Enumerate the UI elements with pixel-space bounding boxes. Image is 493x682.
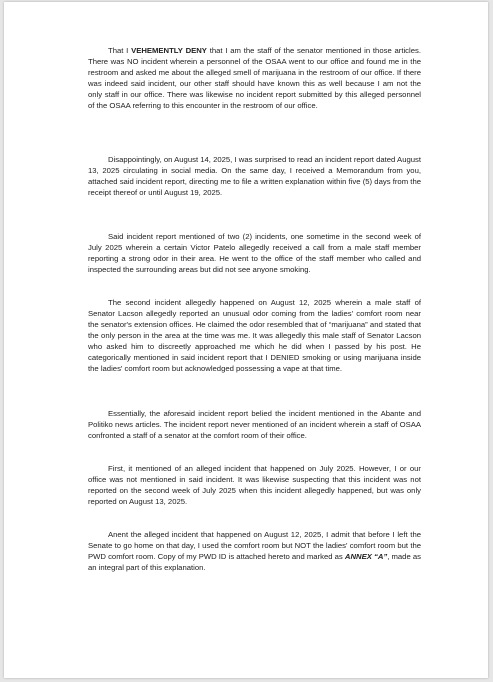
paragraph-two-incidents (88, 231, 421, 275)
paragraph-lead: That I (108, 46, 132, 55)
annex-label: ANNEX “A” (344, 552, 388, 561)
paragraph-denial (88, 45, 421, 111)
paragraph-text: Said incident report mentioned of two (2) incidents, one sometime in the second week of July 2025 wherein a certain Victor Patelo allegedly received a call from a male staff member reporting a strong odor in their area. He went to the office of the staff member who called and inspected the surrounding areas but did not see anyone smoking. (88, 232, 421, 274)
paragraph-tail: , made as an integral part of this explanation. (88, 552, 421, 572)
emphasis-vehemently-deny: VEHEMENTLY DENY (131, 46, 207, 55)
paragraph-text: Essentially, the aforesaid incident report belied the incident mentioned in the Abante and Politiko news articles. The incident report never mentioned of an incident wherein a staff of OSAA confronted a staff of a senator at the comfort room of their office. (88, 409, 421, 440)
paragraph-first (88, 463, 421, 507)
paragraph-essentially (88, 408, 421, 441)
document-page (4, 2, 488, 678)
paragraph-second-incident (88, 297, 421, 374)
paragraph-anent (88, 529, 421, 573)
paragraph-text: The second incident allegedly happened on August 12, 2025 wherein a male staff of Senator Lacson allegedly reported an unusual odor coming from the ladies' comfort room near the senator's extension offices. He claimed the odor resembled that of “marijuana” and stated that the only person in the area at the time was me. It was allegedly this male staff of Senator Lacson who asked him to discreetly approached me which he did when I passed by his post. He categorically mentioned in said incident report that I DENIED smoking or using marijuana inside the ladies' comfort room but acknowledged possessing a vape at that time. (88, 298, 421, 373)
paragraph-text: Disappointingly, on August 14, 2025, I was surprised to read an incident report dated August 13, 2025 circulating in social media. On the same day, I received a Memorandum from you, attached said incident report, directing me to file a written explanation within five (5) days from the receipt thereof or until August 19, 2025. (88, 155, 421, 197)
paragraph-text: First, it mentioned of an alleged incident that happened on July 2025. However, I or our office was not mentioned in said incident. It was likewise suspecting that this incident was not reported on the second week of July 2025 when this incident allegedly happened, but was only reported on August 13, 2025. (88, 464, 421, 506)
paragraph-incident-report (88, 154, 421, 198)
paragraph-text: that I am the staff of the senator mentioned in those articles. There was NO incident wherein a personnel of the OSAA went to our office and found me in the restroom and asked me about the alleged smell of marijuana in the restroom of our office. If there was indeed said incident, our other staff should have known this as well because I am not the only staff in our office. There was likewise no incident report submitted by this alleged personnel of the OSAA referring to this encounter in the restroom of our office. (88, 46, 421, 110)
paragraph-text: Anent the alleged incident that happened on August 12, 2025, I admit that before I left the Senate to go home on that day, I used the comfort room but NOT the ladies' comfort room but the PWD comfort room. Copy of my PWD ID is attached hereto and marked as (88, 530, 421, 561)
